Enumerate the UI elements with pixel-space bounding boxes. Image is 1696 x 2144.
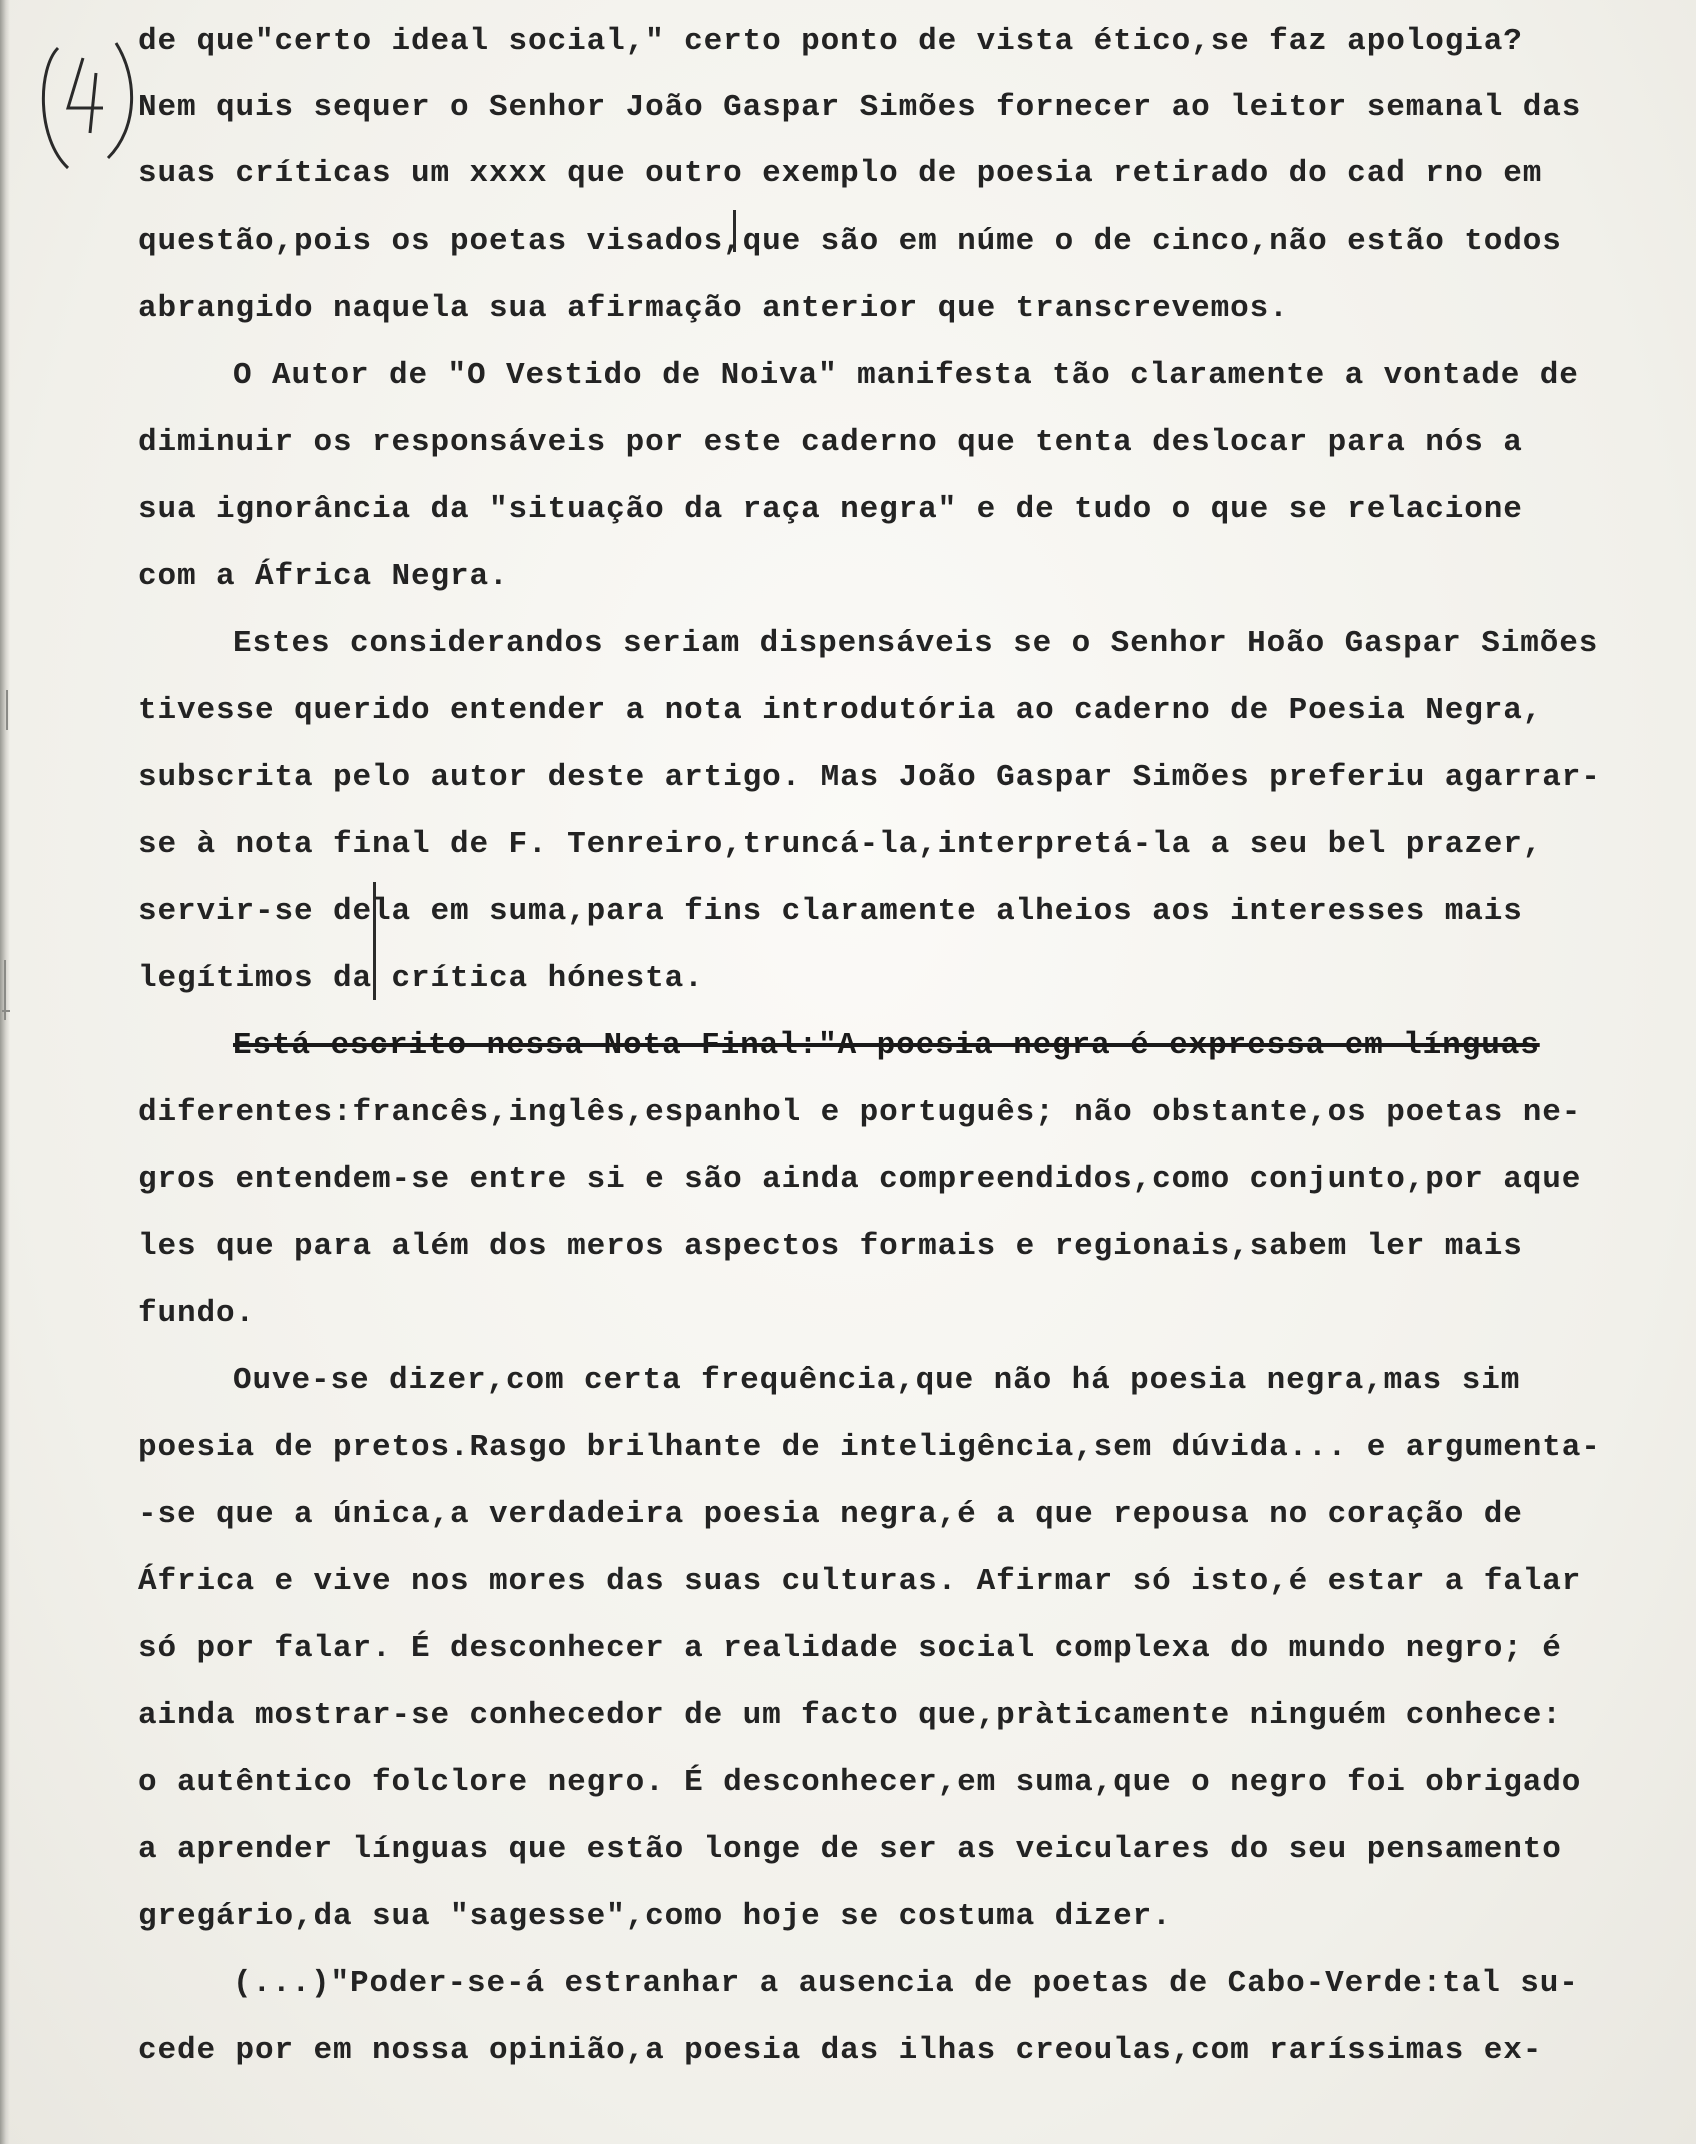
text-line: gregário,da sua "sagesse",como hoje se costuma dizer. [138, 1899, 1172, 1934]
text-line: subscrita pelo autor deste artigo. Mas João Gaspar Simões preferiu agarrar- [138, 760, 1601, 795]
text-line: o autêntico folclore negro. É desconhecer,em suma,que o negro foi obrigado [138, 1765, 1582, 1800]
text-line: fundo. [138, 1296, 256, 1331]
text-line: com a África Negra. [138, 559, 509, 594]
text-line: só por falar. É desconhecer a realidade social complexa do mundo negro; é [138, 1631, 1562, 1666]
text-line: sua ignorância da "situação da raça negra" e de tudo o que se relacione [138, 492, 1523, 527]
text-line: tivesse querido entender a nota introdutória ao caderno de Poesia Negra, [138, 693, 1543, 728]
text-line: (...)"Poder-se-á estranhar a ausencia de poetas de Cabo-Verde:tal su- [233, 1966, 1579, 2001]
text-line: suas críticas um xxxx que outro exemplo de poesia retirado do cad rno em [138, 156, 1543, 191]
text-line: África e vive nos mores das suas culturas. Afirmar só isto,é estar a falar [138, 1564, 1582, 1599]
text-line: abrangido naquela sua afirmação anterior que transcrevemos. [138, 291, 1289, 326]
text-line: se à nota final de F. Tenreiro,truncá-la,interpretá-la a seu bel prazer, [138, 827, 1543, 862]
struck-text-line: Está escrito nessa Nota Final:"A poesia negra é expressa em línguas [233, 1028, 1540, 1063]
text-line: legítimos da crítica hónesta. [138, 961, 704, 996]
text-line: les que para além dos meros aspectos formais e regionais,sabem ler mais [138, 1229, 1523, 1264]
text-line: gros entendem-se entre si e são ainda compreendidos,como conjunto,por aque [138, 1162, 1582, 1197]
text-line: Ouve-se dizer,com certa frequência,que não há poesia negra,mas sim [233, 1363, 1521, 1398]
text-line: diferentes:francês,inglês,espanhol e português; não obstante,os poetas ne- [138, 1095, 1582, 1130]
text-line: -se que a única,a verdadeira poesia negra,é a que repousa no coração de [138, 1497, 1523, 1532]
text-line: servir-se dela em suma,para fins claramente alheios aos interesses mais [138, 894, 1523, 929]
text-line: a aprender línguas que estão longe de ser as veiculares do seu pensamento [138, 1832, 1562, 1867]
text-line: de que"certo ideal social," certo ponto de vista ético,se faz apologia? [138, 24, 1523, 59]
text-line: poesia de pretos.Rasgo brilhante de inteligência,sem dúvida... e argumenta- [138, 1430, 1601, 1465]
text-line: diminuir os responsáveis por este caderno que tenta deslocar para nós a [138, 425, 1523, 460]
text-line: ainda mostrar-se conhecedor de um facto que,pràticamente ninguém conhece: [138, 1698, 1562, 1733]
text-line: Estes considerandos seriam dispensáveis se o Senhor Hoão Gaspar Simões [233, 626, 1599, 661]
text-line: Nem quis sequer o Senhor João Gaspar Simões fornecer ao leitor semanal das [138, 90, 1582, 125]
text-line: cede por em nossa opinião,a poesia das ilhas creoulas,com raríssimas ex- [138, 2033, 1543, 2068]
text-line: questão,pois os poetas visados,que são em núme o de cinco,não estão todos [138, 224, 1562, 259]
text-line: O Autor de "O Vestido de Noiva" manifesta tão claramente a vontade de [233, 358, 1579, 393]
